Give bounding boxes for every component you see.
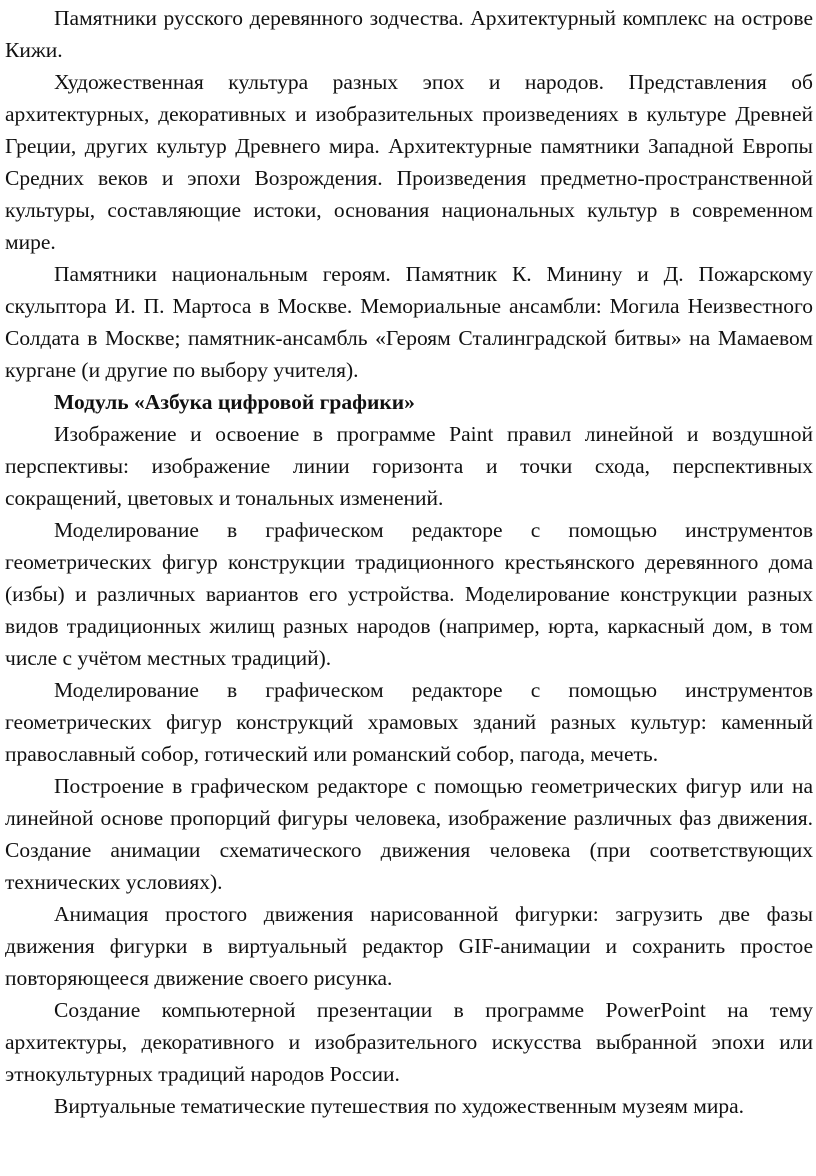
- paragraph-gif-animation: Анимация простого движения нарисованной фигурки: загрузить две фазы движения фигурки в виртуальный редактор GIF-анимации и сохранить простое повторяющееся движение своего рисунка.: [5, 902, 813, 990]
- paragraph-virtual-museums: Виртуальные тематические путешествия по художественным музеям мира.: [54, 1094, 745, 1118]
- paragraph-national-heroes-monuments: Памятники национальным героям. Памятник К. Минину и Д. Пожарскому скульптора И. П. Мартоса в Москве. Мемориальные ансамбли: Могила Неизвестного Солдата в Москве; памятник-ансамбль «Героям Сталинградской битвы» на Мамаевом кургане (и другие по выбору учителя).: [5, 262, 813, 382]
- paragraph-temple-modeling: Моделирование в графическом редакторе с помощью инструментов геометрических фигур конструкций храмовых зданий разных культур: каменный православный собор, готический или романский собор, пагода, мечеть.: [5, 678, 813, 766]
- paragraph-powerpoint: Создание компьютерной презентации в программе PowerPoint на тему архитектуры, декоративного и изобразительного искусства выбранной эпохи или этнокультурных традиций народов России.: [5, 998, 813, 1086]
- paragraph-house-modeling: Моделирование в графическом редакторе с помощью инструментов геометрических фигур конструкции традиционного крестьянского деревянного дома (избы) и различных вариантов его устройства. Моделирование конструкции разных видов традиционных жилищ разных народов (например, юрта, каркасный дом, в том числе с учётом местных традиций).: [5, 518, 813, 670]
- module-heading: Модуль «Азбука цифровой графики»: [54, 390, 415, 414]
- paragraph-paint-perspective: Изображение и освоение в программе Paint правил линейной и воздушной перспективы: изображение линии горизонта и точки схода, перспективных сокращений, цветовых и тональных изменений.: [5, 422, 813, 510]
- paragraph-kizhi: Памятники русского деревянного зодчества. Архитектурный комплекс на острове Кижи.: [5, 6, 813, 62]
- paragraph-art-culture-epochs: Художественная культура разных эпох и народов. Представления об архитектурных, декоративных и изобразительных произведениях в культуре Древней Греции, других культур Древнего мира. Архитектурные памятники Западной Европы Средних веков и эпохи Возрождения. Произведения предметно-пространственной культуры, составляющие истоки, основания национальных культур в современном мире.: [5, 70, 813, 254]
- paragraph-human-figure: Построение в графическом редакторе с помощью геометрических фигур или на линейной основе пропорций фигуры человека, изображение различных фаз движения. Создание анимации схематического движения человека (при соответствующих технических условиях).: [5, 774, 813, 894]
